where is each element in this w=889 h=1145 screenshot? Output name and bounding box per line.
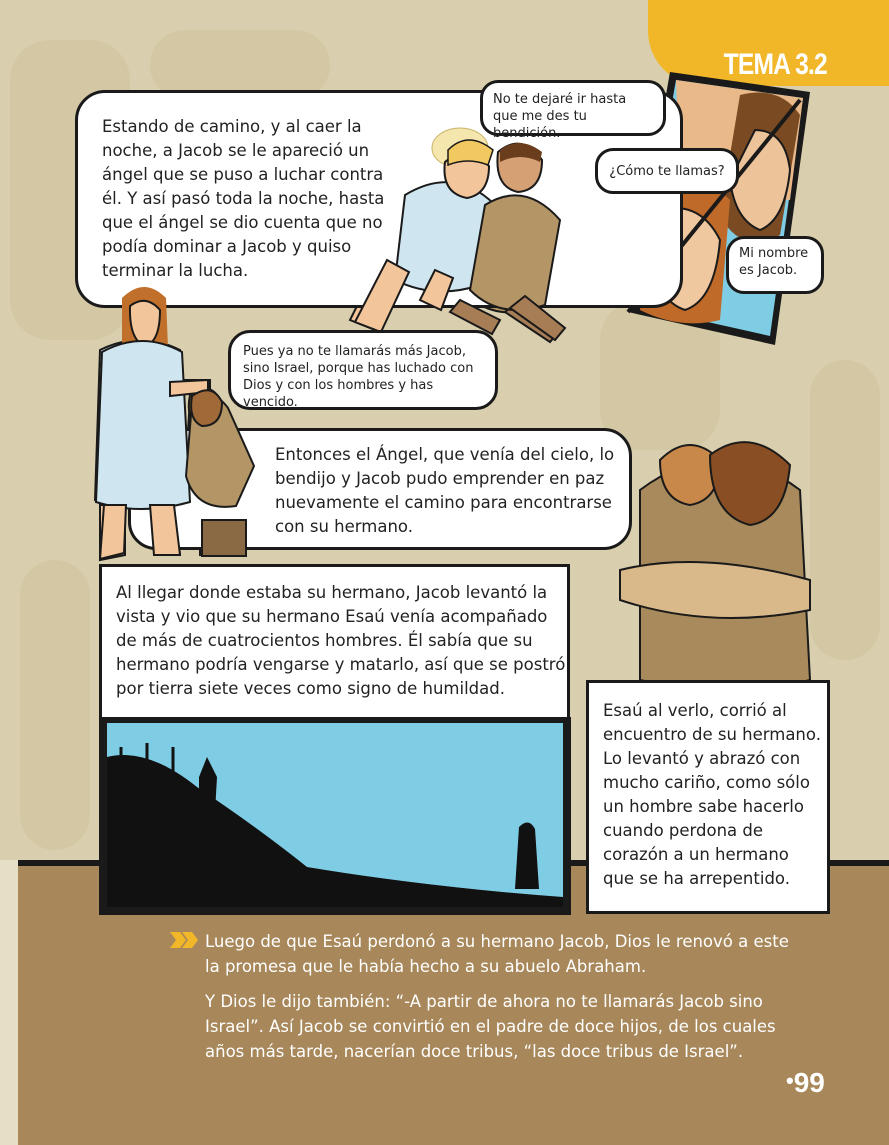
footer-paragraph-2: Y Dios le dijo también: “-A partir de ahora no te llamarás Jacob sino Israel”. Así Jacob se convirtió en el padre de doce hijos, de los cuales años más tarde, nacerían doce tribus, “las doce tribus de Israel”. — [205, 992, 776, 1061]
speech-angel-name-text: ¿Cómo te llamas? — [609, 164, 725, 179]
speech-angel-israel-text: Pues ya no te llamarás más Jacob, sino Israel, porque has luchado con Dios y con los hombres y has vencido. — [243, 344, 474, 410]
blessing-narration-text: Entonces el Ángel, que venía del cielo, lo bendijo y Jacob pudo emprender en paz nuevamente el camino para encontrarse con su hermano. — [275, 445, 615, 536]
silhouette-illustration — [99, 717, 571, 915]
footer-paragraph-1: Luego de que Esaú perdonó a su hermano Jacob, Dios le renovó a este la promesa que le había hecho a su abuelo Abraham. — [205, 932, 789, 976]
embrace-narration-box — [586, 680, 830, 914]
meeting-narration-text: Al llegar donde estaba su hermano, Jacob levantó la vista y vio que su hermano Esaú venía acompañado de más de cuatrocientos hombres. Él sabía que su hermano podría vengarse y matarlo, así que se postró por tierra siete veces como signo de humildad. — [116, 583, 566, 698]
embrace-narration-text: Esaú al verlo, corrió al encuentro de su hermano. Lo levantó y abrazó con mucho cariño, como sólo un hombre sabe hacerlo cuando perdona de corazón a un hermano que se ha arrepentido. — [603, 701, 821, 888]
silhouette-panel — [99, 717, 571, 915]
speech-jacob-name-text: Mi nombre es Jacob. — [739, 246, 809, 278]
speech-jacob-blessing-text: No te dejaré ir hasta que me des tu bendición. — [493, 92, 627, 141]
page-number — [786, 1067, 825, 1099]
double-chevron-icon — [170, 930, 200, 950]
intro-narration-text: Estando de camino, y al caer la noche, a Jacob se le apareció un ángel que se puso a luchar contra él. Y así pasó toda la noche, hasta que el ángel se dio cuenta que no podía dominar a Jacob y quiso terminar la lucha. — [102, 117, 385, 280]
page-number-value: 99 — [793, 1067, 825, 1098]
bullet-icon: • — [786, 1068, 794, 1093]
meeting-narration-box — [99, 564, 570, 720]
tema-label: TEMA 3.2 — [723, 48, 827, 81]
